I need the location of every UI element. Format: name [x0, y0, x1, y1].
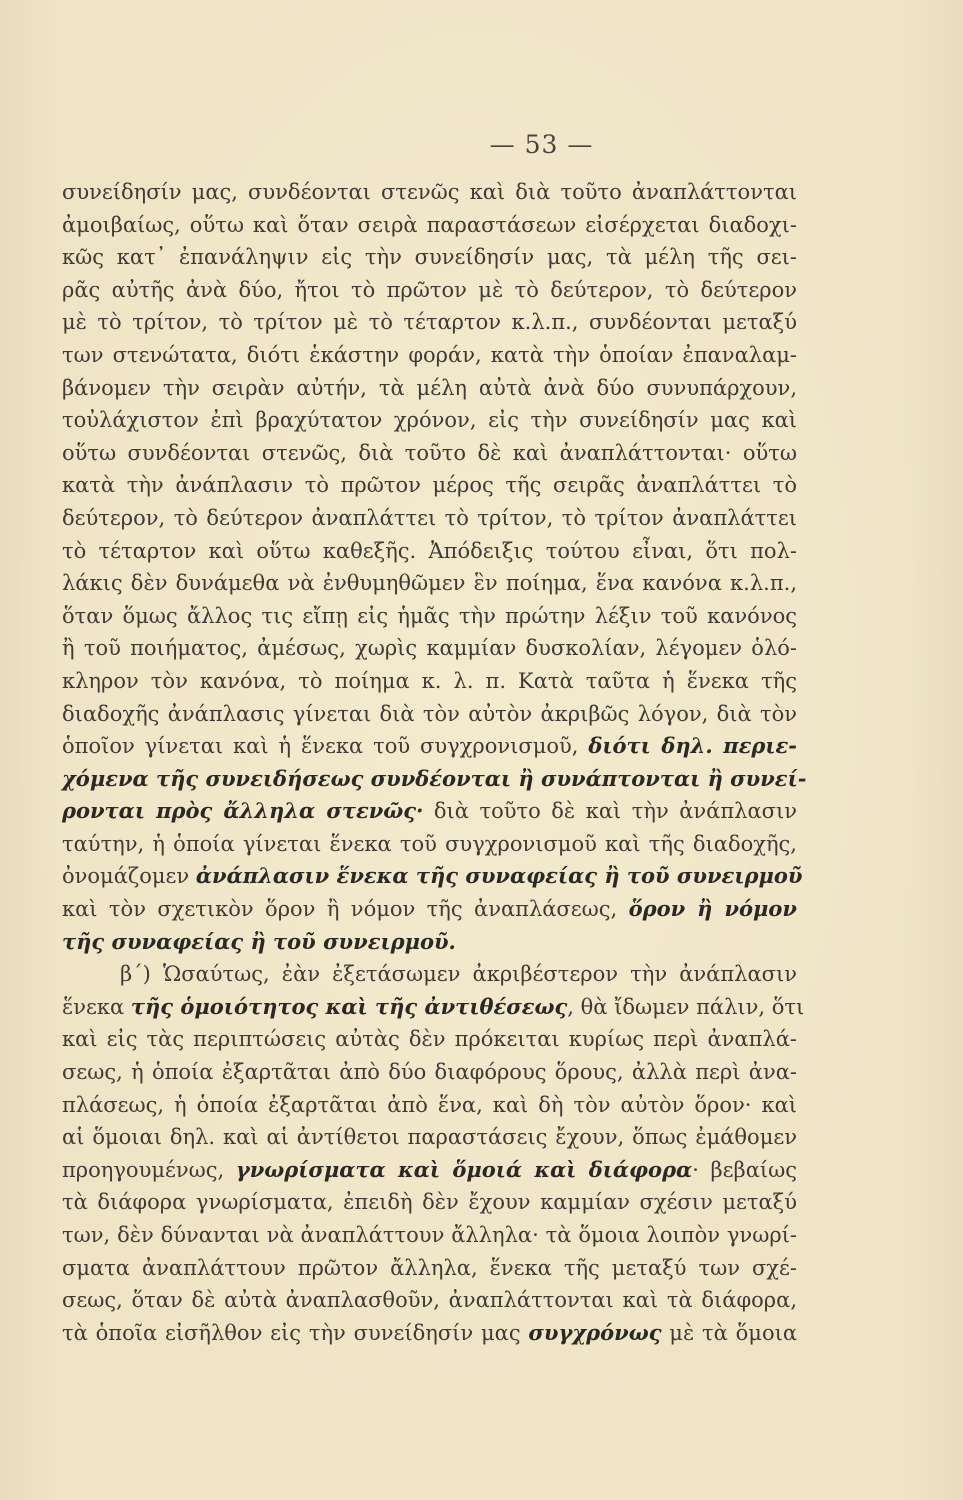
text-segment: τοὐλάχιστον ἐπὶ βραχύτατον χρόνον, εἰς τὴν συνείδησίν μας καὶ [62, 408, 797, 433]
text-line [62, 926, 797, 959]
text-line [62, 893, 797, 926]
text-segment: κῶς κατ᾿ ἐπανάληψιν εἰς τὴν συνείδησίν μας, τὰ μέλη τῆς σει- [62, 245, 797, 270]
text-line [62, 241, 797, 274]
text-line [62, 1186, 797, 1219]
text-line [62, 665, 797, 698]
text-segment: καὶ τὸν σχετικὸν ὅρον ἢ νόμον τῆς ἀναπλάσεως, [62, 897, 629, 922]
text-line [62, 632, 797, 665]
text-line [62, 1121, 797, 1154]
text-line [62, 274, 797, 307]
text-segment: συνείδησίν μας, συνδέονται στενῶς καὶ διὰ τοῦτο ἀναπλάττονται [62, 180, 797, 204]
text-segment: · βεβαίως [692, 1157, 797, 1182]
text-segment: των, δὲν δύνανται νὰ ἀναπλάττουν ἄλληλα· τὰ ὅμοια λοιπὸν γνωρί- [62, 1223, 797, 1247]
text-line [62, 860, 803, 893]
text-segment: τὰ διάφορα γνωρίσματα, ἐπειδὴ δὲν ἔχουν καμμίαν σχέσιν μεταξύ [62, 1190, 797, 1215]
text-segment: μὲ τὰ ὅμοια [661, 1320, 798, 1345]
text-segment: κληρον τὸν κανόνα, τὸ ποίημα κ. λ. π. Κατὰ ταῦτα ἡ ἕνεκα τῆς [62, 668, 797, 693]
text-line [62, 306, 797, 339]
text-segment: βάνομεν τὴν σειρὰν αὐτήν, τὰ μέλη αὐτὰ ἀνὰ δύο συνυπάρχουν, [62, 375, 797, 400]
text-segment: τὸ τέταρτον καὶ οὕτω καθεξῆς. Ἀπόδειξις τούτου εἶναι, ὅτι πολ- [62, 538, 797, 563]
text-segment: αἱ ὅμοιαι δηλ. καὶ αἱ ἀντίθετοι παραστάσεις ἔχουν, ὅπως ἐμάθομεν [62, 1125, 797, 1150]
text-line [62, 1284, 797, 1317]
emphasized-text: ἀνάπλασιν ἕνεκα τῆς συναφείας ἢ τοῦ συνειρμοῦ [195, 863, 803, 889]
text-segment: ἢ τοῦ ποιήματος, ἀμέσως, χωρὶς καμμίαν δυσκολίαν, λέγομεν ὁλό- [62, 636, 797, 661]
text-segment: σματα ἀναπλάττουν πρῶτον ἄλληλα, ἕνεκα τῆς μεταξύ των σχέ- [62, 1255, 797, 1280]
text-line [62, 469, 797, 502]
body-text [62, 176, 807, 1349]
text-segment: οὕτω συνδέονται στενῶς, διὰ τοῦτο δὲ καὶ ἀναπλάττονται· οὕτω [62, 440, 797, 465]
text-line [62, 1056, 797, 1089]
text-segment: ὁποῖον γίνεται καὶ ἡ ἕνεκα τοῦ συγχρονισμοῦ, [62, 734, 589, 759]
text-segment: δεύτερον, τὸ δεύτερον ἀναπλάττει τὸ τρίτον, τὸ τρίτον ἀναπλάττει [62, 505, 797, 530]
text-line [62, 958, 797, 991]
text-segment: ἕνεκα [62, 994, 131, 1019]
text-line [62, 176, 797, 209]
text-segment: λάκις δὲν δυνάμεθα νὰ ἐνθυμηθῶμεν ἓν ποίημα, ἕνα κανόνα κ.λ.π., [62, 571, 797, 596]
text-segment: διὰ τοῦτο δὲ καὶ τὴν ἀνάπλασιν [423, 799, 797, 824]
text-line [62, 600, 797, 633]
text-segment: σεως, ἡ ὁποία ἐξαρτᾶται ἀπὸ δύο διαφόρους ὅρους, ἀλλὰ περὶ ἀνα- [62, 1060, 797, 1085]
emphasized-text: χόμενα τῆς συνειδήσεως συνδέονται ἢ συνάπτονται ἢ συνεί- [62, 765, 807, 791]
text-segment: καὶ εἰς τὰς περιπτώσεις αὐτὰς δὲν πρόκειται κυρίως περὶ ἀναπλά- [62, 1027, 797, 1052]
text-line [62, 339, 797, 372]
text-line [62, 404, 797, 437]
text-segment: ρᾶς αὐτῆς ἀνὰ δύο, ἤτοι τὸ πρῶτον μὲ τὸ δεύτερον, τὸ δεύτερον [62, 277, 797, 302]
text-line [62, 1154, 797, 1187]
text-segment: τὰ ὁποῖα εἰσῆλθον εἰς τὴν συνείδησίν μας [62, 1320, 529, 1345]
text-line [62, 828, 797, 861]
emphasized-text: τῆς συναφείας ἢ τοῦ συνειρμοῦ. [62, 928, 456, 954]
text-line [62, 209, 797, 242]
page-number: — 53 — [489, 130, 594, 159]
text-line [62, 535, 797, 568]
text-line [62, 763, 807, 796]
text-segment: ὅταν ὅμως ἄλλος τις εἴπῃ εἰς ἡμᾶς τὴν πρώτην λέξιν τοῦ κανόνος [62, 603, 797, 628]
text-segment: ταύτην, ἡ ὁποία γίνεται ἕνεκα τοῦ συγχρονισμοῦ καὶ τῆς διαδοχῆς, [62, 831, 797, 856]
text-line [62, 437, 797, 470]
text-segment: κατὰ τὴν ἀνάπλασιν τὸ πρῶτον μέρος τῆς σειρᾶς ἀναπλάττει τὸ [62, 473, 797, 498]
text-segment: ὀνομάζομεν [62, 864, 196, 889]
text-segment: , θὰ ἴδωμεν πάλιν, ὅτι [567, 994, 805, 1019]
emphasized-text: τῆς ὁμοιότητος καὶ τῆς ἀντιθέσεως [130, 993, 568, 1019]
text-line [62, 730, 797, 763]
text-line [62, 1089, 797, 1122]
emphasized-text: γνωρίσματα καὶ ὅμοιά καὶ διάφορα [235, 1156, 693, 1182]
text-line [62, 1023, 797, 1056]
text-segment: ἀμοιβαίως, οὕτω καὶ ὅταν σειρὰ παραστάσεων εἰσέρχεται διαδοχι- [62, 212, 797, 237]
text-line [62, 991, 805, 1024]
text-segment: σεως, ὅταν δὲ αὐτὰ ἀναπλασθοῦν, ἀναπλάττονται καὶ τὰ διάφορα, [62, 1288, 797, 1313]
text-segment: μὲ τὸ τρίτον, τὸ τρίτον μὲ τὸ τέταρτον κ.λ.π., συνδέονται μεταξύ [62, 310, 797, 335]
text-line [62, 698, 797, 731]
text-line [62, 795, 797, 828]
emphasized-text: ὅρον ἢ νόμον [628, 896, 798, 922]
text-segment: διαδοχῆς ἀνάπλασις γίνεται διὰ τὸν αὐτὸν ἀκριβῶς λόγον, διὰ τὸν [62, 701, 797, 726]
text-line [62, 1317, 797, 1350]
text-line [62, 1219, 797, 1252]
text-line [62, 502, 797, 535]
text-segment: πλάσεως, ἡ ὁποία ἐξαρτᾶται ἀπὸ ἕνα, καὶ δὴ τὸν αὐτὸν ὅρον· καὶ [62, 1092, 797, 1117]
text-segment: β΄) Ὡσαύτως, ἐὰν ἐξετάσωμεν ἀκριβέστερον τὴν ἀνάπλασιν [120, 962, 797, 987]
text-line [62, 1252, 797, 1285]
emphasized-text: συγχρόνως [528, 1319, 662, 1345]
text-line [62, 372, 797, 405]
text-segment: των στενώτατα, διότι ἑκάστην φοράν, κατὰ τὴν ὁποίαν ἐπαναλαμ- [62, 342, 797, 367]
text-segment: προηγουμένως, [62, 1157, 236, 1182]
emphasized-text: ρονται πρὸς ἄλληλα στενῶς· [62, 798, 424, 824]
emphasized-text: διότι δηλ. περιε- [588, 733, 797, 759]
text-line [62, 567, 797, 600]
